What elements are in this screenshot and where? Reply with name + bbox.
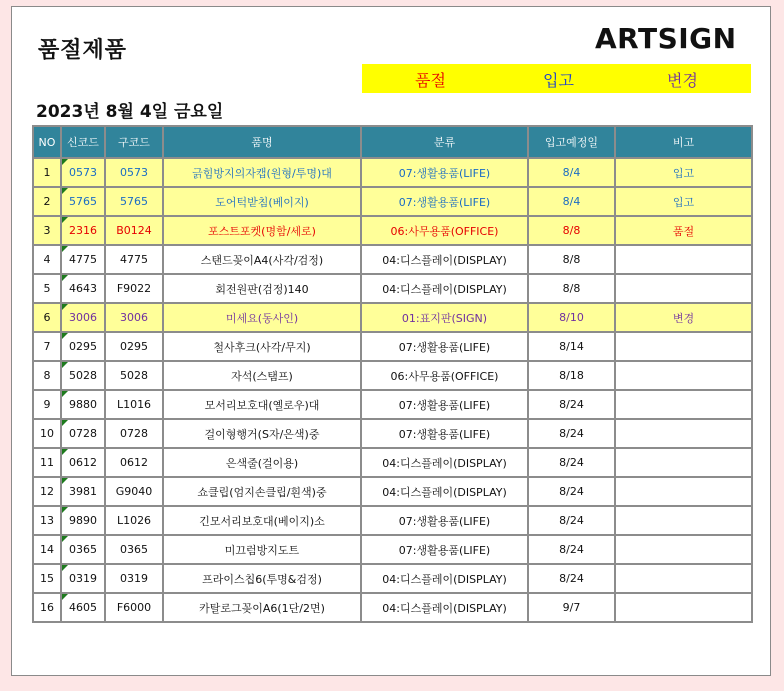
cell-new-code[interactable]: 4643 <box>61 274 105 303</box>
cell-old-code[interactable]: F6000 <box>105 593 163 622</box>
cell-note[interactable] <box>615 390 752 419</box>
cell-note[interactable] <box>615 448 752 477</box>
legend-out-of-stock: 품절 <box>415 71 446 90</box>
header-expected-date[interactable]: 입고예정일 <box>528 126 615 158</box>
table-header-row <box>33 126 752 158</box>
cell-product-name[interactable]: 카탈로그꽂이A6(1단/2면) <box>163 593 361 622</box>
cell-product-name[interactable]: 포스트포켓(명함/세로) <box>163 216 361 245</box>
cell-product-name[interactable]: 쇼클립(엄지손클립/흰색)중 <box>163 477 361 506</box>
cell-product-name[interactable]: 스탠드꽂이A4(사각/검정) <box>163 245 361 274</box>
cell-product-name[interactable]: 회전원판(검정)140 <box>163 274 361 303</box>
table-row <box>33 303 752 332</box>
cell-category[interactable]: 07:생활용품(LIFE) <box>361 332 528 361</box>
cell-new-code[interactable]: 3981 <box>61 477 105 506</box>
cell-expected-date[interactable]: 8/24 <box>528 564 615 593</box>
cell-old-code[interactable]: 3006 <box>105 303 163 332</box>
table-row <box>33 564 752 593</box>
cell-category[interactable]: 01:표지판(SIGN) <box>361 303 528 332</box>
cell-note[interactable] <box>615 274 752 303</box>
cell-new-code[interactable]: 0612 <box>61 448 105 477</box>
cell-note[interactable] <box>615 419 752 448</box>
cell-category[interactable]: 07:생활용품(LIFE) <box>361 158 528 187</box>
cell-product-name[interactable]: 자석(스탬프) <box>163 361 361 390</box>
cell-expected-date[interactable]: 8/8 <box>528 274 615 303</box>
cell-category[interactable]: 07:생활용품(LIFE) <box>361 535 528 564</box>
cell-old-code[interactable]: 0295 <box>105 332 163 361</box>
cell-no[interactable]: 4 <box>33 245 61 274</box>
cell-new-code[interactable]: 3006 <box>61 303 105 332</box>
cell-product-name[interactable]: 걸이형행거(S자/은색)중 <box>163 419 361 448</box>
cell-no[interactable]: 7 <box>33 332 61 361</box>
cell-new-code[interactable]: 9890 <box>61 506 105 535</box>
cell-product-name[interactable]: 긁힘방지의자캡(원형/투명)대 <box>163 158 361 187</box>
table-row <box>33 361 752 390</box>
cell-note[interactable]: 변경 <box>615 303 752 332</box>
table-row <box>33 419 752 448</box>
cell-no[interactable]: 10 <box>33 419 61 448</box>
table-row <box>33 593 752 622</box>
cell-no[interactable]: 14 <box>33 535 61 564</box>
cell-new-code[interactable]: 4605 <box>61 593 105 622</box>
cell-no[interactable]: 13 <box>33 506 61 535</box>
table-row <box>33 390 752 419</box>
cell-no[interactable]: 6 <box>33 303 61 332</box>
cell-expected-date[interactable]: 8/24 <box>528 535 615 564</box>
header-no[interactable]: NO <box>33 126 61 158</box>
spreadsheet-page <box>11 6 771 676</box>
cell-expected-date[interactable]: 8/8 <box>528 245 615 274</box>
cell-category[interactable]: 04:디스플레이(DISPLAY) <box>361 564 528 593</box>
table-row <box>33 187 752 216</box>
cell-old-code[interactable]: 0612 <box>105 448 163 477</box>
cell-note[interactable] <box>615 332 752 361</box>
table-row <box>33 535 752 564</box>
cell-no[interactable]: 1 <box>33 158 61 187</box>
cell-new-code[interactable]: 0319 <box>61 564 105 593</box>
cell-new-code[interactable]: 2316 <box>61 216 105 245</box>
cell-category[interactable]: 04:디스플레이(DISPLAY) <box>361 245 528 274</box>
cell-category[interactable]: 04:디스플레이(DISPLAY) <box>361 593 528 622</box>
cell-no[interactable]: 12 <box>33 477 61 506</box>
cell-category[interactable]: 04:디스플레이(DISPLAY) <box>361 274 528 303</box>
cell-product-name[interactable]: 은색줄(걸이용) <box>163 448 361 477</box>
table-row <box>33 506 752 535</box>
header-old-code[interactable]: 구코드 <box>105 126 163 158</box>
table-row <box>33 448 752 477</box>
status-legend <box>362 64 751 93</box>
cell-note[interactable] <box>615 477 752 506</box>
out-of-stock-table <box>32 125 753 623</box>
cell-note[interactable] <box>615 361 752 390</box>
cell-expected-date[interactable]: 8/24 <box>528 419 615 448</box>
cell-old-code[interactable]: L1026 <box>105 506 163 535</box>
cell-new-code[interactable]: 5765 <box>61 187 105 216</box>
table-row <box>33 274 752 303</box>
cell-expected-date[interactable]: 8/24 <box>528 477 615 506</box>
cell-old-code[interactable]: 0319 <box>105 564 163 593</box>
cell-category[interactable]: 07:생활용품(LIFE) <box>361 506 528 535</box>
cell-new-code[interactable]: 9880 <box>61 390 105 419</box>
cell-category[interactable]: 06:사무용품(OFFICE) <box>361 216 528 245</box>
cell-new-code[interactable]: 0728 <box>61 419 105 448</box>
cell-expected-date[interactable]: 8/14 <box>528 332 615 361</box>
cell-no[interactable]: 9 <box>33 390 61 419</box>
cell-no[interactable]: 11 <box>33 448 61 477</box>
cell-old-code[interactable]: F9022 <box>105 274 163 303</box>
cell-category[interactable]: 07:생활용품(LIFE) <box>361 419 528 448</box>
header-new-code[interactable]: 신코드 <box>61 126 105 158</box>
cell-note[interactable]: 입고 <box>615 187 752 216</box>
cell-note[interactable]: 품절 <box>615 216 752 245</box>
legend-restocked: 입고 <box>543 71 574 90</box>
cell-no[interactable]: 5 <box>33 274 61 303</box>
cell-new-code[interactable]: 5028 <box>61 361 105 390</box>
cell-old-code[interactable]: 0573 <box>105 158 163 187</box>
header-category[interactable]: 분류 <box>361 126 528 158</box>
table-row <box>33 158 752 187</box>
cell-old-code[interactable]: 0728 <box>105 419 163 448</box>
cell-expected-date[interactable]: 8/8 <box>528 216 615 245</box>
header-product-name[interactable]: 품명 <box>163 126 361 158</box>
cell-note[interactable] <box>615 506 752 535</box>
cell-expected-date[interactable]: 8/4 <box>528 187 615 216</box>
cell-expected-date[interactable]: 8/18 <box>528 361 615 390</box>
page-title: 품절제품 <box>38 38 128 63</box>
cell-expected-date[interactable]: 8/24 <box>528 506 615 535</box>
cell-no[interactable]: 2 <box>33 187 61 216</box>
cell-category[interactable]: 07:생활용품(LIFE) <box>361 390 528 419</box>
cell-note[interactable] <box>615 564 752 593</box>
cell-old-code[interactable]: L1016 <box>105 390 163 419</box>
cell-category[interactable]: 07:생활용품(LIFE) <box>361 187 528 216</box>
artsign-logo: ARTSIGN <box>595 22 737 55</box>
cell-expected-date[interactable]: 9/7 <box>528 593 615 622</box>
cell-note[interactable] <box>615 245 752 274</box>
cell-expected-date[interactable]: 8/4 <box>528 158 615 187</box>
cell-no[interactable]: 3 <box>33 216 61 245</box>
cell-product-name[interactable]: 철사후크(사각/무지) <box>163 332 361 361</box>
cell-category[interactable]: 04:디스플레이(DISPLAY) <box>361 477 528 506</box>
cell-old-code[interactable]: 4775 <box>105 245 163 274</box>
cell-old-code[interactable]: G9040 <box>105 477 163 506</box>
table-row <box>33 245 752 274</box>
legend-changed: 변경 <box>667 71 698 90</box>
cell-expected-date[interactable]: 8/24 <box>528 448 615 477</box>
cell-new-code[interactable]: 0295 <box>61 332 105 361</box>
cell-old-code[interactable]: 5028 <box>105 361 163 390</box>
cell-new-code[interactable]: 0573 <box>61 158 105 187</box>
cell-product-name[interactable]: 미끄럼방지도트 <box>163 535 361 564</box>
cell-expected-date[interactable]: 8/10 <box>528 303 615 332</box>
cell-product-name[interactable]: 미세요(동사인) <box>163 303 361 332</box>
cell-note[interactable] <box>615 593 752 622</box>
cell-product-name[interactable]: 모서리보호대(옐로우)대 <box>163 390 361 419</box>
cell-new-code[interactable]: 0365 <box>61 535 105 564</box>
cell-category[interactable]: 04:디스플레이(DISPLAY) <box>361 448 528 477</box>
table-row <box>33 332 752 361</box>
cell-product-name[interactable]: 프라이스칩6(투명&검정) <box>163 564 361 593</box>
table-row <box>33 216 752 245</box>
cell-old-code[interactable]: B0124 <box>105 216 163 245</box>
report-date: 2023년 8월 4일 금요일 <box>36 102 224 122</box>
cell-no[interactable]: 15 <box>33 564 61 593</box>
cell-product-name[interactable]: 긴모서리보호대(베이지)소 <box>163 506 361 535</box>
cell-no[interactable]: 16 <box>33 593 61 622</box>
cell-old-code[interactable]: 5765 <box>105 187 163 216</box>
cell-note[interactable]: 입고 <box>615 158 752 187</box>
cell-expected-date[interactable]: 8/24 <box>528 390 615 419</box>
cell-note[interactable] <box>615 535 752 564</box>
cell-no[interactable]: 8 <box>33 361 61 390</box>
cell-product-name[interactable]: 도어턱받침(베이지) <box>163 187 361 216</box>
cell-new-code[interactable]: 4775 <box>61 245 105 274</box>
cell-category[interactable]: 06:사무용품(OFFICE) <box>361 361 528 390</box>
table-row <box>33 477 752 506</box>
header-note[interactable]: 비고 <box>615 126 752 158</box>
cell-old-code[interactable]: 0365 <box>105 535 163 564</box>
